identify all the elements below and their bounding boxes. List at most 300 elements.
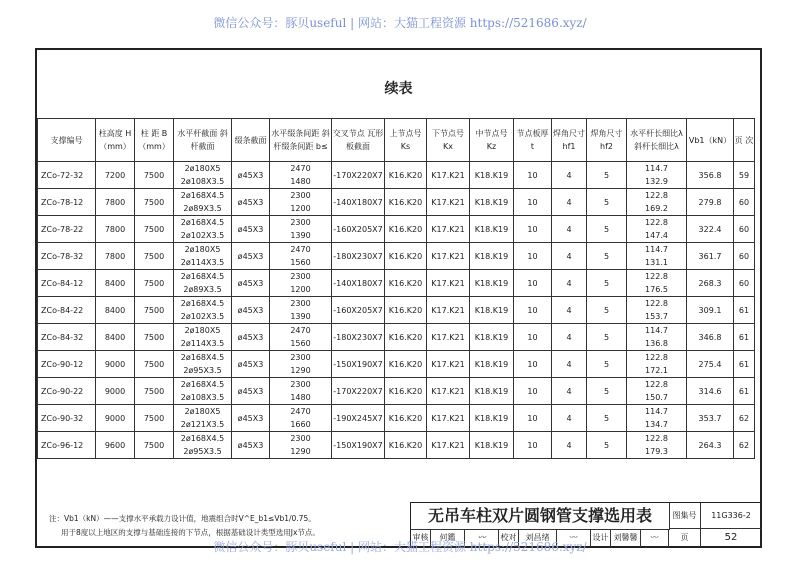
table-cell (174, 351, 232, 378)
cell-value: 361.7 (698, 251, 722, 261)
cell-value: 7500 (143, 251, 165, 261)
cell-value: K18.K19 (474, 251, 509, 261)
table-cell (627, 432, 687, 459)
table-cell (270, 243, 332, 270)
table-cell (734, 189, 755, 216)
cell-value: 4 (566, 413, 572, 423)
table-cell (552, 297, 587, 324)
cell-value: K17.K21 (431, 170, 465, 180)
cell-value: 1390 (290, 312, 311, 321)
table-cell (270, 432, 332, 459)
cell-value: 2ø168X4.5 (180, 353, 225, 362)
table-row (38, 216, 755, 243)
table-cell (470, 432, 514, 459)
cell-value: 5 (603, 170, 610, 180)
cell-value: ZCo-96-12 (41, 440, 84, 450)
table-cell (587, 270, 627, 297)
table-cell (385, 216, 427, 243)
cell-value: ZCo-72-32 (41, 170, 84, 180)
cell-value: 4 (566, 440, 572, 450)
table-cell (552, 162, 587, 189)
atlas-label: 图集号 (669, 503, 701, 529)
cell-value: 1480 (290, 393, 311, 402)
cell-value: 1480 (290, 177, 311, 186)
table-cell (232, 189, 270, 216)
table-cell (135, 351, 174, 378)
cell-value: K16.K20 (388, 170, 423, 180)
column-header: 下节点号 Kx (427, 119, 470, 162)
table-cell (587, 405, 627, 432)
table-cell (232, 378, 270, 405)
reviewer-signature: 〰 (465, 529, 499, 547)
cell-value: 268.3 (698, 278, 722, 288)
table-cell (96, 189, 135, 216)
table-cell (587, 378, 627, 405)
table-cell (38, 216, 96, 243)
table-cell (38, 162, 96, 189)
cell-value: K17.K21 (431, 413, 465, 423)
cell-value: 10 (527, 359, 538, 369)
table-cell (687, 432, 734, 459)
cell-value: 5 (603, 413, 610, 423)
column-header: 上节点号 Ks (385, 119, 427, 162)
table-cell (232, 432, 270, 459)
table-cell (552, 405, 587, 432)
cell-value: K17.K21 (431, 359, 465, 369)
cell-value: K18.K19 (474, 332, 509, 342)
cell-value: -160X205X7 (333, 224, 383, 234)
cell-value: 59 (738, 170, 750, 180)
table-cell (135, 405, 174, 432)
cell-value: 5 (603, 251, 610, 261)
table-cell (332, 270, 385, 297)
table-cell (270, 297, 332, 324)
table-cell (552, 216, 587, 243)
cell-value: -160X205X7 (333, 305, 383, 315)
page-label: 页 (669, 529, 701, 547)
cell-value: 62 (738, 413, 750, 423)
column-header: 水平杆长细比λ 斜杆长细比λ (627, 119, 687, 162)
table-row (38, 297, 755, 324)
cell-value: 61 (738, 359, 750, 369)
table-cell (332, 432, 385, 459)
table-cell (135, 162, 174, 189)
note-line: 注：Vb1（kN）——支撑水平承载力设计值，地震组合时V^E_b1≤Vb1/0.75。 (49, 514, 316, 523)
table-cell (552, 189, 587, 216)
cell-value: 2470 (290, 164, 311, 173)
table-cell (38, 378, 96, 405)
cell-value: 147.4 (645, 231, 668, 240)
cell-value: 169.2 (645, 204, 668, 213)
table-cell (552, 324, 587, 351)
table-cell (174, 378, 232, 405)
table-cell (627, 324, 687, 351)
cell-value: 8400 (104, 278, 126, 288)
cell-value: 179.3 (645, 447, 668, 456)
cell-value: K18.K19 (474, 413, 509, 423)
table-cell (514, 324, 552, 351)
cell-value: K17.K21 (431, 305, 465, 315)
notes (49, 512, 320, 540)
table-cell (96, 216, 135, 243)
table-cell (687, 189, 734, 216)
table-cell (385, 378, 427, 405)
cell-value: 2ø102X3.5 (180, 312, 225, 321)
cell-value: 114.7 (645, 407, 668, 416)
cell-value: 8400 (104, 332, 126, 342)
cell-value: 7800 (104, 251, 126, 261)
table-cell (332, 243, 385, 270)
cell-value: 60 (738, 224, 750, 234)
cell-value: 7500 (143, 305, 165, 315)
table-cell (135, 216, 174, 243)
table-cell (38, 270, 96, 297)
cell-value: 4 (566, 251, 572, 261)
cell-value: 5 (603, 224, 610, 234)
review-label: 审核 (411, 529, 431, 547)
column-header: 支撑编号 (38, 119, 96, 162)
column-header: 焊角尺寸 hf2 (587, 119, 627, 162)
cell-value: 60 (738, 197, 750, 207)
table-cell (427, 405, 470, 432)
cell-value: ZCo-78-12 (41, 197, 84, 207)
table-row (38, 162, 755, 189)
table-cell (174, 270, 232, 297)
cell-value: 7800 (104, 224, 126, 234)
cell-value: 5 (603, 305, 610, 315)
page-number: 52 (724, 532, 738, 543)
check-label: 校对 (499, 529, 519, 547)
table-cell (332, 378, 385, 405)
cell-value: 356.8 (698, 170, 722, 180)
cell-value: 4 (566, 170, 572, 180)
table-cell (427, 351, 470, 378)
cell-value: K16.K20 (388, 359, 423, 369)
cell-value: 60 (738, 251, 750, 261)
table-cell (332, 162, 385, 189)
table-row (38, 405, 755, 432)
table-cell (135, 324, 174, 351)
cell-value: 2ø114X3.5 (180, 258, 225, 267)
cell-value: 2ø180X5 (184, 164, 221, 173)
table-cell (332, 189, 385, 216)
cell-value: 9000 (104, 359, 126, 369)
table-cell (135, 270, 174, 297)
cell-value: 4 (566, 332, 572, 342)
cell-value: ø45X3 (237, 440, 264, 450)
table-cell (385, 432, 427, 459)
column-header: 缀条截面 (232, 119, 270, 162)
cell-value: ZCo-84-32 (41, 332, 84, 342)
cell-value: 4 (566, 359, 572, 369)
table-cell (687, 270, 734, 297)
cell-value: K18.K19 (474, 197, 509, 207)
table-cell (385, 405, 427, 432)
table-cell (470, 378, 514, 405)
cell-value: 2ø180X5 (184, 245, 221, 254)
cell-value: 2ø89X3.5 (183, 285, 222, 294)
cell-value: K16.K20 (388, 278, 423, 288)
cell-value: K17.K21 (431, 332, 465, 342)
table-row (38, 432, 755, 459)
cell-value: K17.K21 (431, 440, 465, 450)
cell-value: 2ø168X4.5 (180, 434, 225, 443)
table-cell (270, 216, 332, 243)
table-cell (332, 216, 385, 243)
table-cell (470, 243, 514, 270)
table-cell (270, 405, 332, 432)
table-row (38, 270, 755, 297)
table-cell (514, 216, 552, 243)
table-row (38, 189, 755, 216)
cell-value: 7500 (143, 413, 165, 423)
cell-value: 2ø95X3.5 (183, 447, 222, 456)
table-cell (470, 324, 514, 351)
table-cell (174, 432, 232, 459)
table-cell (96, 405, 135, 432)
table-cell (96, 324, 135, 351)
cell-value: 122.8 (645, 353, 668, 362)
table-cell (96, 351, 135, 378)
cell-value: 10 (527, 197, 538, 207)
table-cell (38, 432, 96, 459)
cell-value: 7500 (143, 386, 165, 396)
table-cell (270, 162, 332, 189)
table-cell (627, 243, 687, 270)
table-cell (385, 270, 427, 297)
cell-value: 346.8 (698, 332, 722, 342)
cell-value: 2ø168X4.5 (180, 380, 225, 389)
table-cell (38, 297, 96, 324)
design-label: 设计 (591, 529, 611, 547)
table-cell (687, 378, 734, 405)
table-cell (587, 297, 627, 324)
table-cell (232, 351, 270, 378)
table-cell (587, 351, 627, 378)
table-cell (514, 432, 552, 459)
cell-value: 2ø168X4.5 (180, 191, 225, 200)
cell-value: 8400 (104, 305, 126, 315)
cell-value: 176.5 (645, 285, 668, 294)
cell-value: 9000 (104, 413, 126, 423)
table-cell (135, 297, 174, 324)
cell-value: -140X180X7 (333, 197, 383, 207)
cell-value: 2300 (290, 191, 311, 200)
cell-value: ZCo-78-32 (41, 251, 84, 261)
table-cell (514, 405, 552, 432)
cell-value: 7500 (143, 224, 165, 234)
cell-value: -150X190X7 (333, 440, 383, 450)
table-cell (734, 405, 755, 432)
cell-value: 2ø102X3.5 (180, 231, 225, 240)
cell-value: 2300 (290, 380, 311, 389)
cell-value: 172.1 (645, 366, 668, 375)
atlas-number: 11G336-2 (701, 503, 761, 529)
table-cell (427, 297, 470, 324)
table-cell (734, 324, 755, 351)
cell-value: 2ø95X3.5 (183, 366, 222, 375)
table-cell (385, 162, 427, 189)
cell-value: 1660 (290, 420, 311, 429)
cell-value: 134.7 (645, 420, 668, 429)
table-cell (734, 378, 755, 405)
cell-value: 5 (603, 386, 610, 396)
table-cell (687, 351, 734, 378)
table-cell (96, 162, 135, 189)
cell-value: 10 (527, 413, 538, 423)
cell-value: 275.4 (698, 359, 722, 369)
table-cell (734, 216, 755, 243)
cell-value: 2ø180X5 (184, 326, 221, 335)
table-cell (627, 189, 687, 216)
cell-value: K18.K19 (474, 440, 509, 450)
cell-value: 1390 (290, 231, 311, 240)
cell-value: -140X180X7 (333, 278, 383, 288)
cell-value: 2ø89X3.5 (183, 204, 222, 213)
header-row (38, 119, 755, 162)
table-cell (427, 189, 470, 216)
designer-signature: 〰 (641, 529, 669, 547)
table-cell (427, 432, 470, 459)
cell-value: K16.K20 (388, 440, 423, 450)
table-cell (174, 216, 232, 243)
cell-value: 61 (738, 386, 750, 396)
table-cell (627, 270, 687, 297)
cell-value: -180X230X7 (333, 332, 383, 342)
cell-value: K16.K20 (388, 332, 423, 342)
drawing-name: 无吊车柱双片圆钢管支撑选用表 (411, 503, 670, 530)
table-cell (470, 162, 514, 189)
table-cell (232, 405, 270, 432)
cell-value: 9600 (104, 440, 126, 450)
table-cell (232, 297, 270, 324)
cell-value: 2ø168X4.5 (180, 299, 225, 308)
table-row (38, 243, 755, 270)
table-cell (270, 270, 332, 297)
cell-value: 114.7 (645, 245, 668, 254)
table-cell (687, 162, 734, 189)
table-cell (232, 216, 270, 243)
cell-value: 10 (527, 251, 538, 261)
watermark-top: 微信公众号：豚贝useful | 网站：大猫工程资源 https://521686.xyz/ (213, 16, 587, 30)
cell-value: 1200 (290, 204, 311, 213)
cell-value: 122.8 (645, 218, 668, 227)
cell-value: 7500 (143, 197, 165, 207)
table-cell (552, 351, 587, 378)
cell-value: 5 (603, 440, 610, 450)
table-cell (96, 243, 135, 270)
reviewer-name: 何鑑 (431, 529, 465, 547)
table-cell (96, 270, 135, 297)
column-header: Vb1（kN） (687, 119, 734, 162)
cell-value: 136.8 (645, 339, 668, 348)
cell-value: 5 (603, 278, 610, 288)
cell-value: 1560 (290, 258, 311, 267)
cell-value: ZCo-90-32 (41, 413, 84, 423)
table-cell (427, 216, 470, 243)
table-cell (232, 243, 270, 270)
cell-value: K17.K21 (431, 197, 465, 207)
column-header: 柱 距 B（mm） (135, 119, 174, 162)
table-cell (587, 216, 627, 243)
table-cell (270, 351, 332, 378)
cell-value: 4 (566, 386, 572, 396)
table-cell (96, 432, 135, 459)
cell-value: 2470 (290, 407, 311, 416)
cell-value: 61 (738, 332, 750, 342)
table-cell (332, 351, 385, 378)
table-cell (38, 324, 96, 351)
table-cell (470, 189, 514, 216)
cell-value: ZCo-84-12 (41, 278, 84, 288)
cell-value: 4 (566, 305, 572, 315)
table-cell (734, 297, 755, 324)
drawing-frame (35, 48, 762, 548)
cell-value: ZCo-84-22 (41, 305, 84, 315)
cell-value: 150.7 (645, 393, 668, 402)
table-cell (96, 378, 135, 405)
cell-value: 7500 (143, 332, 165, 342)
table-cell (270, 189, 332, 216)
cell-value: K17.K21 (431, 278, 465, 288)
table-cell (232, 324, 270, 351)
watermark-bottom: 微信公众号：豚贝useful | 网站：大猫工程资源 https://521686.xyz/ (213, 540, 587, 554)
note-line: 用于8度以上地区的支撑与基础连接的下节点，根据基础设计类型选用Jx节点。 (61, 528, 320, 537)
cell-value: K18.K19 (474, 386, 509, 396)
cell-value: 10 (527, 278, 538, 288)
table-cell (587, 162, 627, 189)
table-cell (174, 297, 232, 324)
table-cell (687, 405, 734, 432)
table-cell (734, 432, 755, 459)
table-cell (135, 378, 174, 405)
cell-value: 2300 (290, 434, 311, 443)
cell-value: 279.8 (698, 197, 722, 207)
table-cell (514, 243, 552, 270)
cell-value: 4 (566, 278, 572, 288)
cell-value: 7200 (104, 170, 126, 180)
table-cell (427, 243, 470, 270)
cell-value: 4 (566, 197, 572, 207)
cell-value: K16.K20 (388, 251, 423, 261)
cell-value: K18.K19 (474, 305, 509, 315)
table-cell (514, 270, 552, 297)
cell-value: ø45X3 (237, 224, 264, 234)
table-cell (174, 324, 232, 351)
table-cell (552, 270, 587, 297)
cell-value: 9000 (104, 386, 126, 396)
cell-value: 1290 (290, 447, 311, 456)
cell-value: 122.8 (645, 299, 668, 308)
table-cell (687, 243, 734, 270)
table-cell (174, 243, 232, 270)
cell-value: ø45X3 (237, 251, 264, 261)
cell-value: 10 (527, 386, 538, 396)
checker-name: 刘昌绪 (519, 529, 557, 547)
cell-value: 264.3 (698, 440, 722, 450)
column-header: 中节点号 Kz (470, 119, 514, 162)
cell-value: 2470 (290, 245, 311, 254)
table-cell (174, 189, 232, 216)
cell-value: K16.K20 (388, 197, 423, 207)
cell-value: 314.6 (698, 386, 722, 396)
column-header: 节点板厚 t (514, 119, 552, 162)
table-cell (687, 216, 734, 243)
table-cell (270, 324, 332, 351)
table-cell (734, 351, 755, 378)
designer-name: 刘馨馨 (611, 529, 641, 547)
table-cell (385, 351, 427, 378)
